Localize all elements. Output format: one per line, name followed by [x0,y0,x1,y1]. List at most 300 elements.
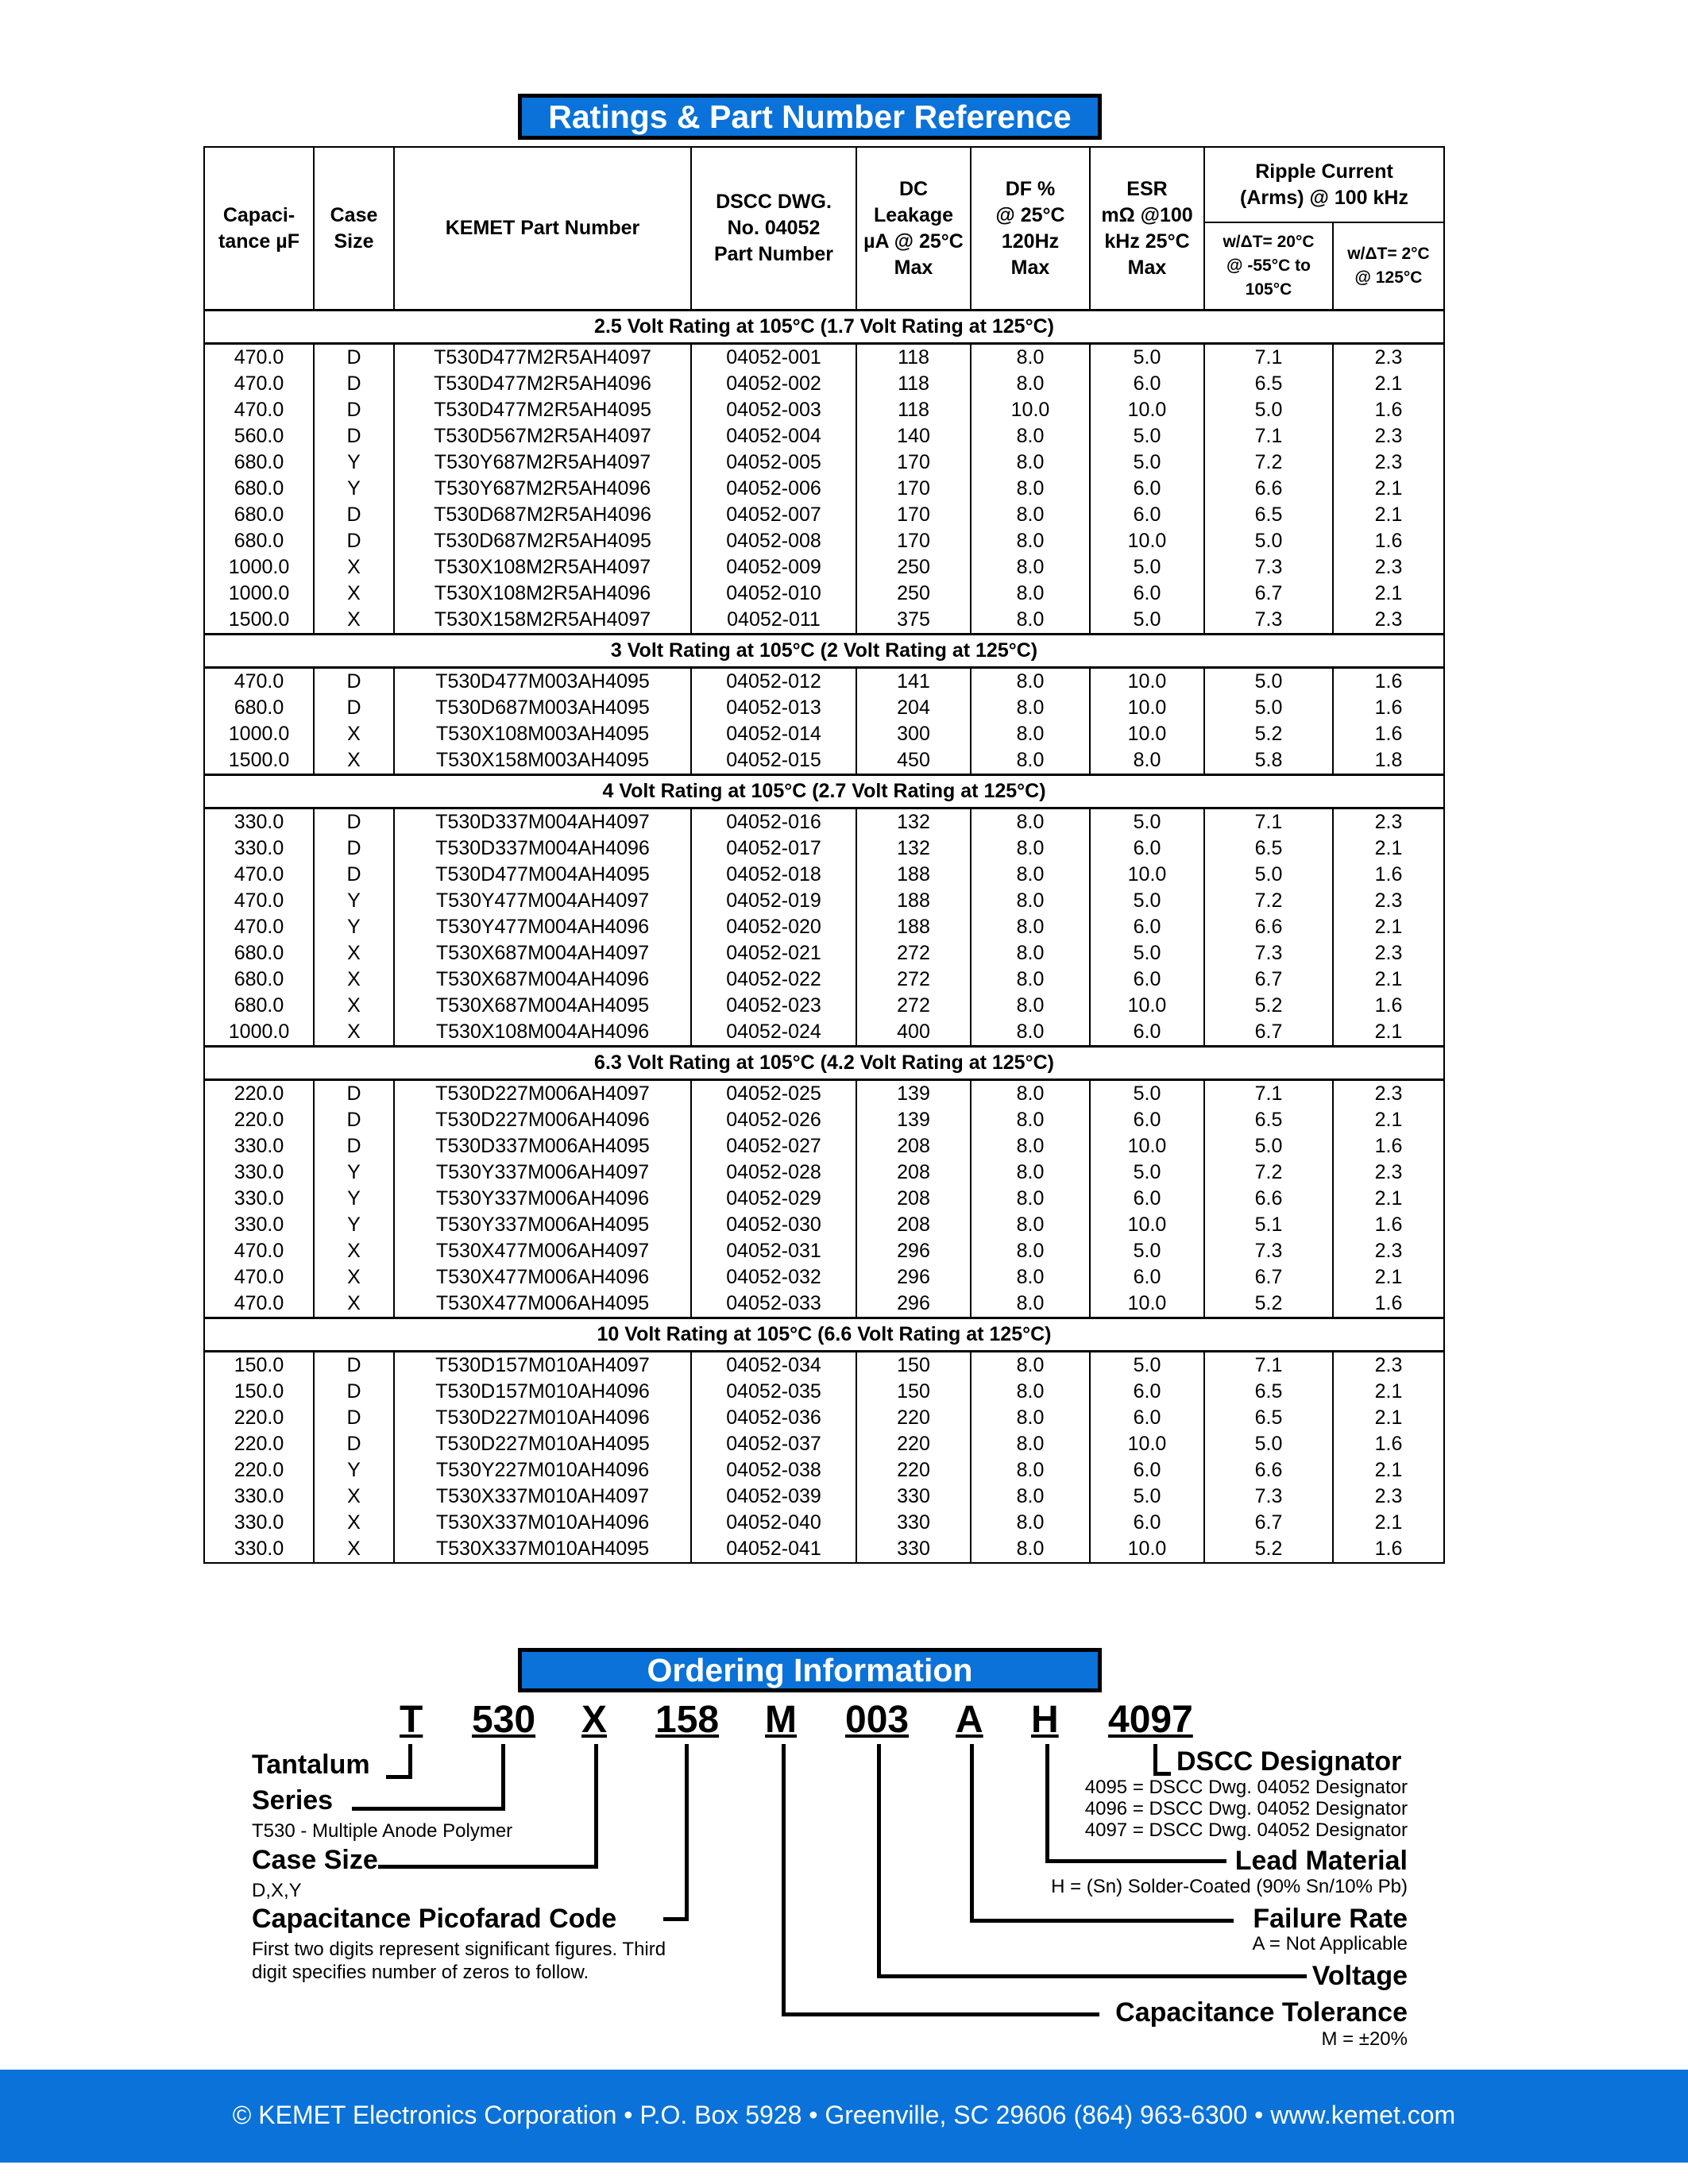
cell-esr: 6.0 [1090,967,1204,993]
cell-esr: 5.0 [1090,1080,1204,1108]
cell-df: 8.0 [971,888,1090,914]
connector-voltage-v [877,1744,881,1978]
header-dscc-part-number: DSCC DWG. No. 04052 Part Number [691,147,856,311]
cell-df: 8.0 [971,371,1090,397]
label-dscc-designator: DSCC Designator [1176,1746,1402,1777]
cell-case-size: Y [314,888,394,914]
cell-ripple-2c: 1.6 [1333,993,1444,1019]
cell-kemet-part-number: T530X477M006AH4095 [394,1291,691,1318]
cell-capacitance: 470.0 [204,1264,314,1291]
table-row [204,1019,1444,1047]
cell-capacitance: 1500.0 [204,607,314,635]
cell-ripple-2c: 2.3 [1333,607,1444,635]
cell-kemet-part-number: T530X108M2R5AH4097 [394,554,691,581]
cell-df: 8.0 [971,554,1090,581]
cell-ripple-2c: 2.3 [1333,1238,1444,1264]
cell-capacitance: 470.0 [204,1238,314,1264]
cell-capacitance: 1000.0 [204,721,314,747]
cell-df: 8.0 [971,1352,1090,1379]
cell-ripple-20c: 6.6 [1204,1457,1333,1484]
cell-df: 8.0 [971,940,1090,967]
cell-capacitance: 220.0 [204,1107,314,1133]
label-case-size: Case Size [252,1845,378,1875]
cell-ripple-20c: 7.3 [1204,1238,1333,1264]
cell-dscc-part-number: 04052-010 [691,581,856,607]
table-row [204,914,1444,940]
cell-ripple-2c: 2.3 [1333,1080,1444,1108]
connector-series-h [352,1807,505,1811]
cell-dc-leakage: 132 [856,808,971,836]
cell-capacitance: 680.0 [204,450,314,476]
header-dc-leakage: DC Leakage µA @ 25°C Max [856,147,971,311]
cell-case-size: Y [314,476,394,502]
cell-ripple-2c: 2.1 [1333,1264,1444,1291]
cell-df: 8.0 [971,1264,1090,1291]
cell-kemet-part-number: T530X108M004AH4096 [394,1019,691,1047]
capacitance-code-description-2: digit specifies number of zeros to follow. [252,1962,589,1983]
cell-capacitance: 330.0 [204,1484,314,1510]
cell-df: 8.0 [971,747,1090,775]
cell-ripple-20c: 7.1 [1204,1352,1333,1379]
connector-failure-rate-v [970,1744,974,1923]
cell-df: 8.0 [971,1379,1090,1405]
label-lead-material: Lead Material [1234,1846,1408,1876]
cell-ripple-20c: 6.6 [1204,476,1333,502]
table-row [204,695,1444,721]
cell-ripple-2c: 2.1 [1333,1510,1444,1536]
cell-ripple-20c: 6.5 [1204,1405,1333,1431]
table-row [204,940,1444,967]
cell-ripple-2c: 1.6 [1333,397,1444,423]
cell-kemet-part-number: T530D477M2R5AH4096 [394,371,691,397]
cell-esr: 6.0 [1090,835,1204,862]
connector-tantalum-v [408,1744,412,1779]
table-row [204,1457,1444,1484]
cell-ripple-20c: 6.5 [1204,1379,1333,1405]
cell-dscc-part-number: 04052-005 [691,450,856,476]
cell-capacitance: 470.0 [204,397,314,423]
cell-kemet-part-number: T530X158M2R5AH4097 [394,607,691,635]
cell-capacitance: 330.0 [204,1133,314,1160]
cell-ripple-20c: 5.0 [1204,528,1333,554]
cell-ripple-2c: 2.1 [1333,1107,1444,1133]
cell-case-size: Y [314,1457,394,1484]
cell-case-size: X [314,1510,394,1536]
cell-esr: 6.0 [1090,1379,1204,1405]
cell-case-size: Y [314,1186,394,1212]
cell-dc-leakage: 170 [856,476,971,502]
cell-case-size: D [314,808,394,836]
cell-capacitance: 220.0 [204,1457,314,1484]
table-row [204,747,1444,775]
cell-dc-leakage: 208 [856,1133,971,1160]
group-header-row [204,775,1444,808]
cell-dscc-part-number: 04052-037 [691,1431,856,1457]
cell-capacitance: 330.0 [204,1510,314,1536]
cell-ripple-2c: 1.6 [1333,528,1444,554]
cell-case-size: D [314,1352,394,1379]
cell-case-size: Y [314,1160,394,1186]
cell-dscc-part-number: 04052-039 [691,1484,856,1510]
cell-kemet-part-number: T530D337M006AH4095 [394,1133,691,1160]
cell-case-size: D [314,397,394,423]
cell-ripple-20c: 5.0 [1204,862,1333,888]
cell-dc-leakage: 250 [856,554,971,581]
cell-ripple-20c: 6.5 [1204,835,1333,862]
cell-ripple-20c: 6.7 [1204,967,1333,993]
cell-dc-leakage: 400 [856,1019,971,1047]
cell-ripple-20c: 7.3 [1204,940,1333,967]
table-row [204,344,1444,372]
cell-dscc-part-number: 04052-001 [691,344,856,372]
cell-esr: 5.0 [1090,888,1204,914]
cell-dc-leakage: 208 [856,1212,971,1238]
connector-cap-code-h [663,1917,689,1921]
dscc-designator-4095: 4095 = DSCC Dwg. 04052 Designator [1084,1777,1408,1798]
cell-case-size: X [314,1264,394,1291]
cell-kemet-part-number: T530D337M004AH4097 [394,808,691,836]
cell-capacitance: 680.0 [204,967,314,993]
cell-dc-leakage: 150 [856,1379,971,1405]
lead-material-description: H = (Sn) Solder-Coated (90% Sn/10% Pb) [1051,1876,1408,1897]
connector-tolerance-v [782,1744,786,2016]
cell-dscc-part-number: 04052-022 [691,967,856,993]
capacitance-code-description-1: First two digits represent significant figures. Third [252,1939,666,1960]
table-row [204,1238,1444,1264]
label-failure-rate: Failure Rate [1253,1904,1408,1934]
cell-dscc-part-number: 04052-031 [691,1238,856,1264]
cell-capacitance: 680.0 [204,993,314,1019]
cell-case-size: X [314,1291,394,1318]
ordering-title: Ordering Information [647,1652,973,1688]
cell-ripple-2c: 2.3 [1333,808,1444,836]
cell-df: 8.0 [971,1291,1090,1318]
cell-capacitance: 1000.0 [204,554,314,581]
cell-dscc-part-number: 04052-021 [691,940,856,967]
cell-kemet-part-number: T530D157M010AH4096 [394,1379,691,1405]
cell-capacitance: 470.0 [204,668,314,696]
cell-esr: 10.0 [1090,668,1204,696]
code-530: 530 [472,1699,536,1741]
cell-esr: 10.0 [1090,993,1204,1019]
table-row [204,1133,1444,1160]
cell-dc-leakage: 220 [856,1431,971,1457]
cell-ripple-2c: 1.6 [1333,1133,1444,1160]
cell-capacitance: 330.0 [204,808,314,836]
cell-ripple-20c: 5.1 [1204,1212,1333,1238]
cell-df: 8.0 [971,1536,1090,1563]
cell-ripple-2c: 1.8 [1333,747,1444,775]
cell-ripple-20c: 6.6 [1204,1186,1333,1212]
cell-df: 8.0 [971,476,1090,502]
cell-esr: 10.0 [1090,1536,1204,1563]
cell-dc-leakage: 188 [856,888,971,914]
cell-kemet-part-number: T530D477M003AH4095 [394,668,691,696]
footer-bar [0,2070,1688,2163]
cell-capacitance: 560.0 [204,423,314,450]
table-row [204,888,1444,914]
code-h: H [1031,1699,1059,1741]
cell-dscc-part-number: 04052-028 [691,1160,856,1186]
footer-contact-text: © KEMET Electronics Corporation • P.O. Box 5928 • Greenville, SC 29606 (864) 963-6300 • www.kemet.com [232,2101,1456,2129]
cell-df: 8.0 [971,1019,1090,1047]
cell-capacitance: 680.0 [204,528,314,554]
cell-capacitance: 150.0 [204,1352,314,1379]
cell-ripple-2c: 2.3 [1333,554,1444,581]
cell-kemet-part-number: T530D227M010AH4095 [394,1431,691,1457]
header-case-size: Case Size [314,147,394,311]
cell-capacitance: 330.0 [204,1212,314,1238]
cell-ripple-2c: 1.6 [1333,668,1444,696]
ratings-title: Ratings & Part Number Reference [548,98,1072,135]
code-a: A [956,1699,983,1741]
voltage-group-title: 6.3 Volt Rating at 105°C (4.2 Volt Rating at 125°C) [204,1047,1444,1080]
cell-ripple-2c: 1.6 [1333,1431,1444,1457]
cell-dscc-part-number: 04052-004 [691,423,856,450]
cell-dc-leakage: 204 [856,695,971,721]
cell-case-size: D [314,1431,394,1457]
cell-ripple-20c: 5.2 [1204,993,1333,1019]
cell-df: 8.0 [971,1133,1090,1160]
cell-ripple-20c: 5.0 [1204,1431,1333,1457]
cell-esr: 8.0 [1090,747,1204,775]
cell-case-size: D [314,835,394,862]
cell-dscc-part-number: 04052-013 [691,695,856,721]
code-x: X [581,1699,608,1741]
cell-ripple-20c: 5.2 [1204,721,1333,747]
header-ripple-20c: w/ΔT= 20°C @ -55°C to 105°C [1204,222,1333,311]
cell-df: 8.0 [971,581,1090,607]
table-row [204,1352,1444,1379]
connector-tolerance-h [782,2012,1099,2016]
label-tantalum: Tantalum [252,1750,370,1780]
header-ripple-2c: w/ΔT= 2°C @ 125°C [1333,222,1444,311]
cell-kemet-part-number: T530X687M004AH4095 [394,993,691,1019]
dscc-designator-4097: 4097 = DSCC Dwg. 04052 Designator [1084,1819,1408,1841]
table-row [204,476,1444,502]
cell-case-size: X [314,1238,394,1264]
series-description: T530 - Multiple Anode Polymer [252,1820,513,1842]
cell-case-size: Y [314,450,394,476]
table-row [204,397,1444,423]
cell-ripple-2c: 2.1 [1333,914,1444,940]
cell-ripple-20c: 7.2 [1204,888,1333,914]
cell-case-size: D [314,1379,394,1405]
cell-capacitance: 680.0 [204,940,314,967]
cell-df: 8.0 [971,1510,1090,1536]
cell-esr: 6.0 [1090,1186,1204,1212]
cell-kemet-part-number: T530D157M010AH4097 [394,1352,691,1379]
cell-capacitance: 330.0 [204,1160,314,1186]
connector-dscc-v [1153,1744,1157,1776]
table-row [204,371,1444,397]
cell-dscc-part-number: 04052-040 [691,1510,856,1536]
cell-esr: 6.0 [1090,1107,1204,1133]
cell-ripple-2c: 1.6 [1333,695,1444,721]
cell-df: 8.0 [971,423,1090,450]
cell-dc-leakage: 150 [856,1352,971,1379]
connector-series-v [501,1744,505,1811]
cell-capacitance: 470.0 [204,344,314,372]
cell-df: 8.0 [971,914,1090,940]
cell-dscc-part-number: 04052-014 [691,721,856,747]
cell-esr: 10.0 [1090,528,1204,554]
cell-esr: 5.0 [1090,344,1204,372]
cell-kemet-part-number: T530Y687M2R5AH4096 [394,476,691,502]
dscc-designator-4096: 4096 = DSCC Dwg. 04052 Designator [1084,1798,1408,1819]
cell-kemet-part-number: T530Y337M006AH4095 [394,1212,691,1238]
cell-ripple-20c: 7.3 [1204,554,1333,581]
cell-df: 8.0 [971,668,1090,696]
cell-esr: 6.0 [1090,1510,1204,1536]
ratings-title-banner [518,94,1102,140]
cell-ripple-20c: 5.2 [1204,1536,1333,1563]
cell-ripple-2c: 1.6 [1333,862,1444,888]
table-row [204,1264,1444,1291]
cell-dc-leakage: 208 [856,1186,971,1212]
cell-case-size: X [314,993,394,1019]
cell-kemet-part-number: T530Y337M006AH4096 [394,1186,691,1212]
cell-kemet-part-number: T530X108M003AH4095 [394,721,691,747]
cell-capacitance: 470.0 [204,888,314,914]
cell-dscc-part-number: 04052-012 [691,668,856,696]
cell-ripple-2c: 2.3 [1333,940,1444,967]
cell-ripple-2c: 2.3 [1333,1352,1444,1379]
cell-ripple-20c: 6.7 [1204,1264,1333,1291]
cell-kemet-part-number: T530X158M003AH4095 [394,747,691,775]
cell-esr: 5.0 [1090,1238,1204,1264]
header-esr: ESR mΩ @100 kHz 25°C Max [1090,147,1204,311]
cell-kemet-part-number: T530X687M004AH4097 [394,940,691,967]
cell-ripple-20c: 7.1 [1204,423,1333,450]
label-voltage: Voltage [1311,1961,1408,1991]
cell-case-size: Y [314,914,394,940]
cell-dscc-part-number: 04052-025 [691,1080,856,1108]
cell-case-size: D [314,1080,394,1108]
cell-ripple-20c: 6.7 [1204,581,1333,607]
label-capacitance-code: Capacitance Picofarad Code [252,1904,617,1934]
cell-kemet-part-number: T530Y477M004AH4097 [394,888,691,914]
cell-ripple-2c: 1.6 [1333,1291,1444,1318]
cell-capacitance: 680.0 [204,695,314,721]
cell-ripple-20c: 5.0 [1204,668,1333,696]
table-row [204,1160,1444,1186]
cell-df: 8.0 [971,1238,1090,1264]
connector-tantalum-h [386,1775,412,1779]
group-header-row [204,635,1444,668]
cell-dscc-part-number: 04052-008 [691,528,856,554]
cell-ripple-20c: 5.8 [1204,747,1333,775]
cell-case-size: X [314,940,394,967]
cell-esr: 5.0 [1090,423,1204,450]
cell-esr: 5.0 [1090,1160,1204,1186]
header-kemet-part-number: KEMET Part Number [394,147,691,311]
table-row [204,835,1444,862]
cell-ripple-20c: 7.1 [1204,344,1333,372]
cell-dscc-part-number: 04052-020 [691,914,856,940]
cell-case-size: D [314,1107,394,1133]
cell-dc-leakage: 330 [856,1536,971,1563]
code-003: 003 [845,1699,910,1741]
cell-esr: 10.0 [1090,695,1204,721]
cell-ripple-20c: 7.3 [1204,1484,1333,1510]
connector-case-size-h [378,1865,598,1869]
cell-kemet-part-number: T530D687M003AH4095 [394,695,691,721]
cell-ripple-20c: 7.2 [1204,1160,1333,1186]
cell-ripple-2c: 1.6 [1333,721,1444,747]
cell-dscc-part-number: 04052-033 [691,1291,856,1318]
cell-case-size: X [314,721,394,747]
cell-ripple-2c: 2.1 [1333,476,1444,502]
cell-esr: 10.0 [1090,397,1204,423]
cell-capacitance: 470.0 [204,371,314,397]
cell-kemet-part-number: T530D687M2R5AH4095 [394,528,691,554]
cell-kemet-part-number: T530D477M004AH4095 [394,862,691,888]
table-row [204,1080,1444,1108]
cell-df: 8.0 [971,1080,1090,1108]
cell-esr: 5.0 [1090,940,1204,967]
cell-esr: 10.0 [1090,721,1204,747]
table-row [204,528,1444,554]
capacitance-tolerance-description: M = ±20% [1321,2028,1408,2050]
table-row [204,1484,1444,1510]
cell-case-size: X [314,1484,394,1510]
cell-df: 8.0 [971,993,1090,1019]
label-capacitance-tolerance: Capacitance Tolerance [1115,1997,1408,2028]
cell-df: 8.0 [971,808,1090,836]
cell-ripple-2c: 2.1 [1333,967,1444,993]
cell-esr: 6.0 [1090,502,1204,528]
case-size-description: D,X,Y [252,1880,302,1901]
table-row [204,1291,1444,1318]
cell-capacitance: 220.0 [204,1080,314,1108]
cell-df: 8.0 [971,1160,1090,1186]
table-row [204,1536,1444,1563]
cell-kemet-part-number: T530X337M010AH4095 [394,1536,691,1563]
table-row [204,808,1444,836]
cell-dc-leakage: 118 [856,344,971,372]
header-ripple-current: Ripple Current (Arms) @ 100 kHz [1204,147,1444,222]
cell-dscc-part-number: 04052-019 [691,888,856,914]
code-4097: 4097 [1108,1699,1193,1741]
cell-esr: 10.0 [1090,862,1204,888]
cell-dscc-part-number: 04052-002 [691,371,856,397]
voltage-group-title: 3 Volt Rating at 105°C (2 Volt Rating at 125°C) [204,635,1444,668]
cell-dscc-part-number: 04052-024 [691,1019,856,1047]
header-df: DF % @ 25°C 120Hz Max [971,147,1090,311]
cell-kemet-part-number: T530X477M006AH4096 [394,1264,691,1291]
cell-case-size: X [314,607,394,635]
label-series: Series [252,1785,334,1815]
cell-kemet-part-number: T530Y687M2R5AH4097 [394,450,691,476]
cell-dc-leakage: 296 [856,1291,971,1318]
cell-capacitance: 680.0 [204,502,314,528]
cell-dc-leakage: 300 [856,721,971,747]
cell-dscc-part-number: 04052-007 [691,502,856,528]
cell-capacitance: 470.0 [204,1291,314,1318]
cell-esr: 5.0 [1090,808,1204,836]
cell-esr: 10.0 [1090,1212,1204,1238]
cell-dscc-part-number: 04052-015 [691,747,856,775]
cell-esr: 6.0 [1090,476,1204,502]
cell-df: 10.0 [971,397,1090,423]
cell-kemet-part-number: T530D227M006AH4096 [394,1107,691,1133]
voltage-group-title: 10 Volt Rating at 105°C (6.6 Volt Rating at 125°C) [204,1318,1444,1352]
cell-dscc-part-number: 04052-027 [691,1133,856,1160]
cell-esr: 6.0 [1090,1405,1204,1431]
cell-dc-leakage: 170 [856,528,971,554]
cell-kemet-part-number: T530D477M2R5AH4095 [394,397,691,423]
